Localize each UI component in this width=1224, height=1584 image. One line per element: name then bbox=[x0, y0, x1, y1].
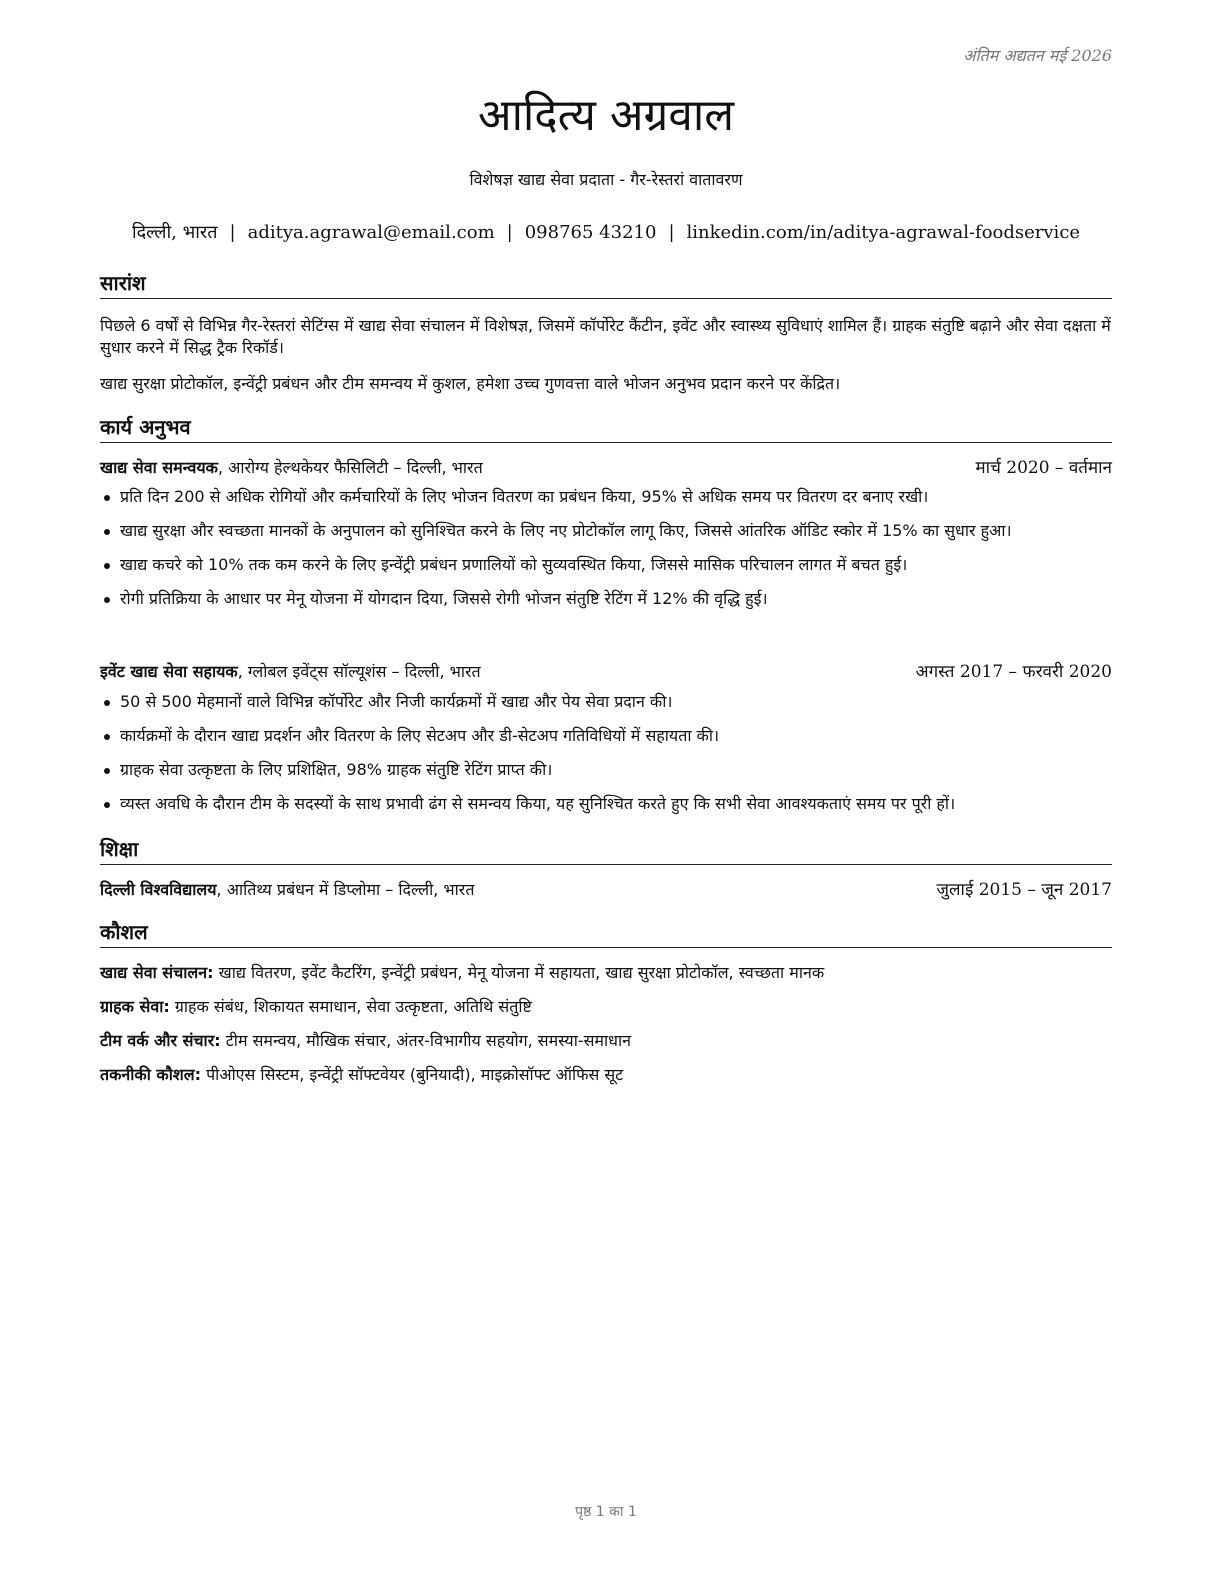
skill-label: ग्राहक सेवा: bbox=[100, 997, 170, 1016]
job-2-bullet: 50 से 500 मेहमानों वाले विभिन्न कॉर्पोरेट और निजी कार्यक्रमों में खाद्य और पेय सेवा प्रदान की। bbox=[100, 691, 1112, 713]
skill-row bbox=[100, 1030, 1112, 1052]
summary-paragraph-2: खाद्य सुरक्षा प्रोटोकॉल, इन्वेंट्री प्रबंधन और टीम समन्वय में कुशल, हमेशा उच्च गुणवत्ता वाले भोजन अनुभव प्रदान करने पर केंद्रित। bbox=[100, 374, 841, 393]
education-school: दिल्ली विश्वविद्यालय bbox=[100, 880, 217, 899]
job-1-bullet: खाद्य सुरक्षा और स्वच्छता मानकों के अनुपालन को सुनिश्चित करने के लिए नए प्रोटोकॉल लागू किए, जिससे आंतरिक ऑडिट स्कोर में 15% का सुधार हुआ। bbox=[100, 520, 1112, 542]
skill-label: टीम वर्क और संचार: bbox=[100, 1031, 221, 1050]
skill-value: खाद्य वितरण, इवेंट कैटरिंग, इन्वेंट्री प्रबंधन, मेनू योजना में सहायता, खाद्य सुरक्षा प्रोटोकॉल, स्वच्छता मानक bbox=[213, 963, 825, 982]
job-2-org: , ग्लोबल इवेंट्स सॉल्यूशंस – दिल्ली, भारत bbox=[237, 662, 481, 681]
skill-row bbox=[100, 962, 1112, 984]
job-2-role: इवेंट खाद्य सेवा सहायक bbox=[100, 662, 238, 681]
contact-phone[interactable]: 098765 43210 bbox=[524, 222, 657, 243]
contact-separator: | bbox=[668, 222, 675, 243]
contact-line bbox=[100, 220, 1112, 244]
job-1-header bbox=[100, 457, 1112, 479]
headline: विशेषज्ञ खाद्य सेवा प्रदाता - गैर-रेस्तरां वातावरण bbox=[469, 170, 743, 189]
contact-separator: | bbox=[229, 222, 236, 243]
contact-location: दिल्ली, भारत bbox=[131, 222, 218, 243]
contact-separator: | bbox=[506, 222, 513, 243]
summary-paragraph-1: पिछले 6 वर्षों से विभिन्न गैर-रेस्तरां सेटिंग्स में खाद्य सेवा संचालन में विशेषज्ञ, जिसमें कॉर्पोरेट कैंटीन, इवेंट और स्वास्थ्य सुविधाएं शामिल हैं। ग्राहक संतुष्टि बढ़ाने और सेवा दक्षता में सुधार करने में सिद्ध ट्रैक रिकॉर्ड। bbox=[100, 316, 1111, 357]
job-1-bullet: रोगी प्रतिक्रिया के आधार पर मेनू योजना में योगदान दिया, जिससे रोगी भोजन संतुष्टि रेटिंग में 12% की वृद्धि हुई। bbox=[100, 588, 1112, 610]
summary-heading: सारांश bbox=[100, 270, 1112, 299]
job-1-role: खाद्य सेवा समन्वयक bbox=[100, 458, 218, 477]
contact-linkedin[interactable]: linkedin.com/in/aditya-agrawal-foodservice bbox=[686, 222, 1081, 243]
job-2-bullet: व्यस्त अवधि के दौरान टीम के सदस्यों के साथ प्रभावी ढंग से समन्वय किया, यह सुनिश्चित करते हुए कि सभी सेवा आवश्यकताएं समय पर पूरी हों। bbox=[100, 793, 1112, 815]
skill-value: ग्राहक संबंध, शिकायत समाधान, सेवा उत्कृष्टता, अतिथि संतुष्टि bbox=[169, 997, 532, 1016]
job-2-bullets bbox=[100, 691, 1112, 815]
page-footer: पृष्ठ 1 का 1 bbox=[575, 1504, 637, 1520]
education-dates: जुलाई 2015 – जून 2017 bbox=[936, 880, 1112, 900]
job-1-bullets bbox=[100, 486, 1112, 610]
job-2-header bbox=[100, 661, 1112, 683]
job-1-dates: मार्च 2020 – वर्तमान bbox=[975, 458, 1112, 478]
job-2-dates: अगस्त 2017 – फरवरी 2020 bbox=[915, 662, 1112, 682]
job-1-org: , आरोग्य हेल्थकेयर फैसिलिटी – दिल्ली, भारत bbox=[217, 458, 483, 477]
job-1-bullet: खाद्य कचरे को 10% तक कम करने के लिए इन्वेंट्री प्रबंधन प्रणालियों को सुव्यवस्थित किया, जिससे मासिक परिचालन लागत में बचत हुई। bbox=[100, 554, 1112, 576]
job-1-bullet: प्रति दिन 200 से अधिक रोगियों और कर्मचारियों के लिए भोजन वितरण का प्रबंधन किया, 95% से अधिक समय पर वितरण दर बनाए रखी। bbox=[100, 486, 1112, 508]
skill-value: टीम समन्वय, मौखिक संचार, अंतर-विभागीय सहयोग, समस्या-समाधान bbox=[220, 1031, 631, 1050]
skill-row bbox=[100, 996, 1112, 1018]
candidate-name: आदित्य अग्रवाल bbox=[477, 90, 735, 141]
job-2-bullet: ग्राहक सेवा उत्कृष्टता के लिए प्रशिक्षित, 98% ग्राहक संतुष्टि रेटिंग प्राप्त की। bbox=[100, 759, 1112, 781]
education-heading: शिक्षा bbox=[100, 836, 1112, 865]
skill-row bbox=[100, 1064, 1112, 1086]
skill-label: तकनीकी कौशल: bbox=[100, 1065, 201, 1084]
contact-email[interactable]: aditya.agrawal@email.com bbox=[247, 222, 495, 243]
resume-page bbox=[100, 0, 1112, 1584]
skill-value: पीओएस सिस्टम, इन्वेंट्री सॉफ्टवेयर (बुनियादी), माइक्रोसॉफ्ट ऑफिस सूट bbox=[201, 1065, 624, 1084]
job-2-bullet: कार्यक्रमों के दौरान खाद्य प्रदर्शन और वितरण के लिए सेटअप और डी-सेटअप गतिविधियों में सहायता की। bbox=[100, 725, 1112, 747]
last-updated: अंतिम अद्यतन मई 2026 bbox=[963, 46, 1112, 65]
skill-label: खाद्य सेवा संचालन: bbox=[100, 963, 214, 982]
education-row bbox=[100, 879, 1112, 901]
skills-heading: कौशल bbox=[100, 919, 1112, 948]
education-detail: , आतिथ्य प्रबंधन में डिप्लोमा – दिल्ली, भारत bbox=[216, 880, 475, 899]
experience-heading: कार्य अनुभव bbox=[100, 414, 1112, 443]
